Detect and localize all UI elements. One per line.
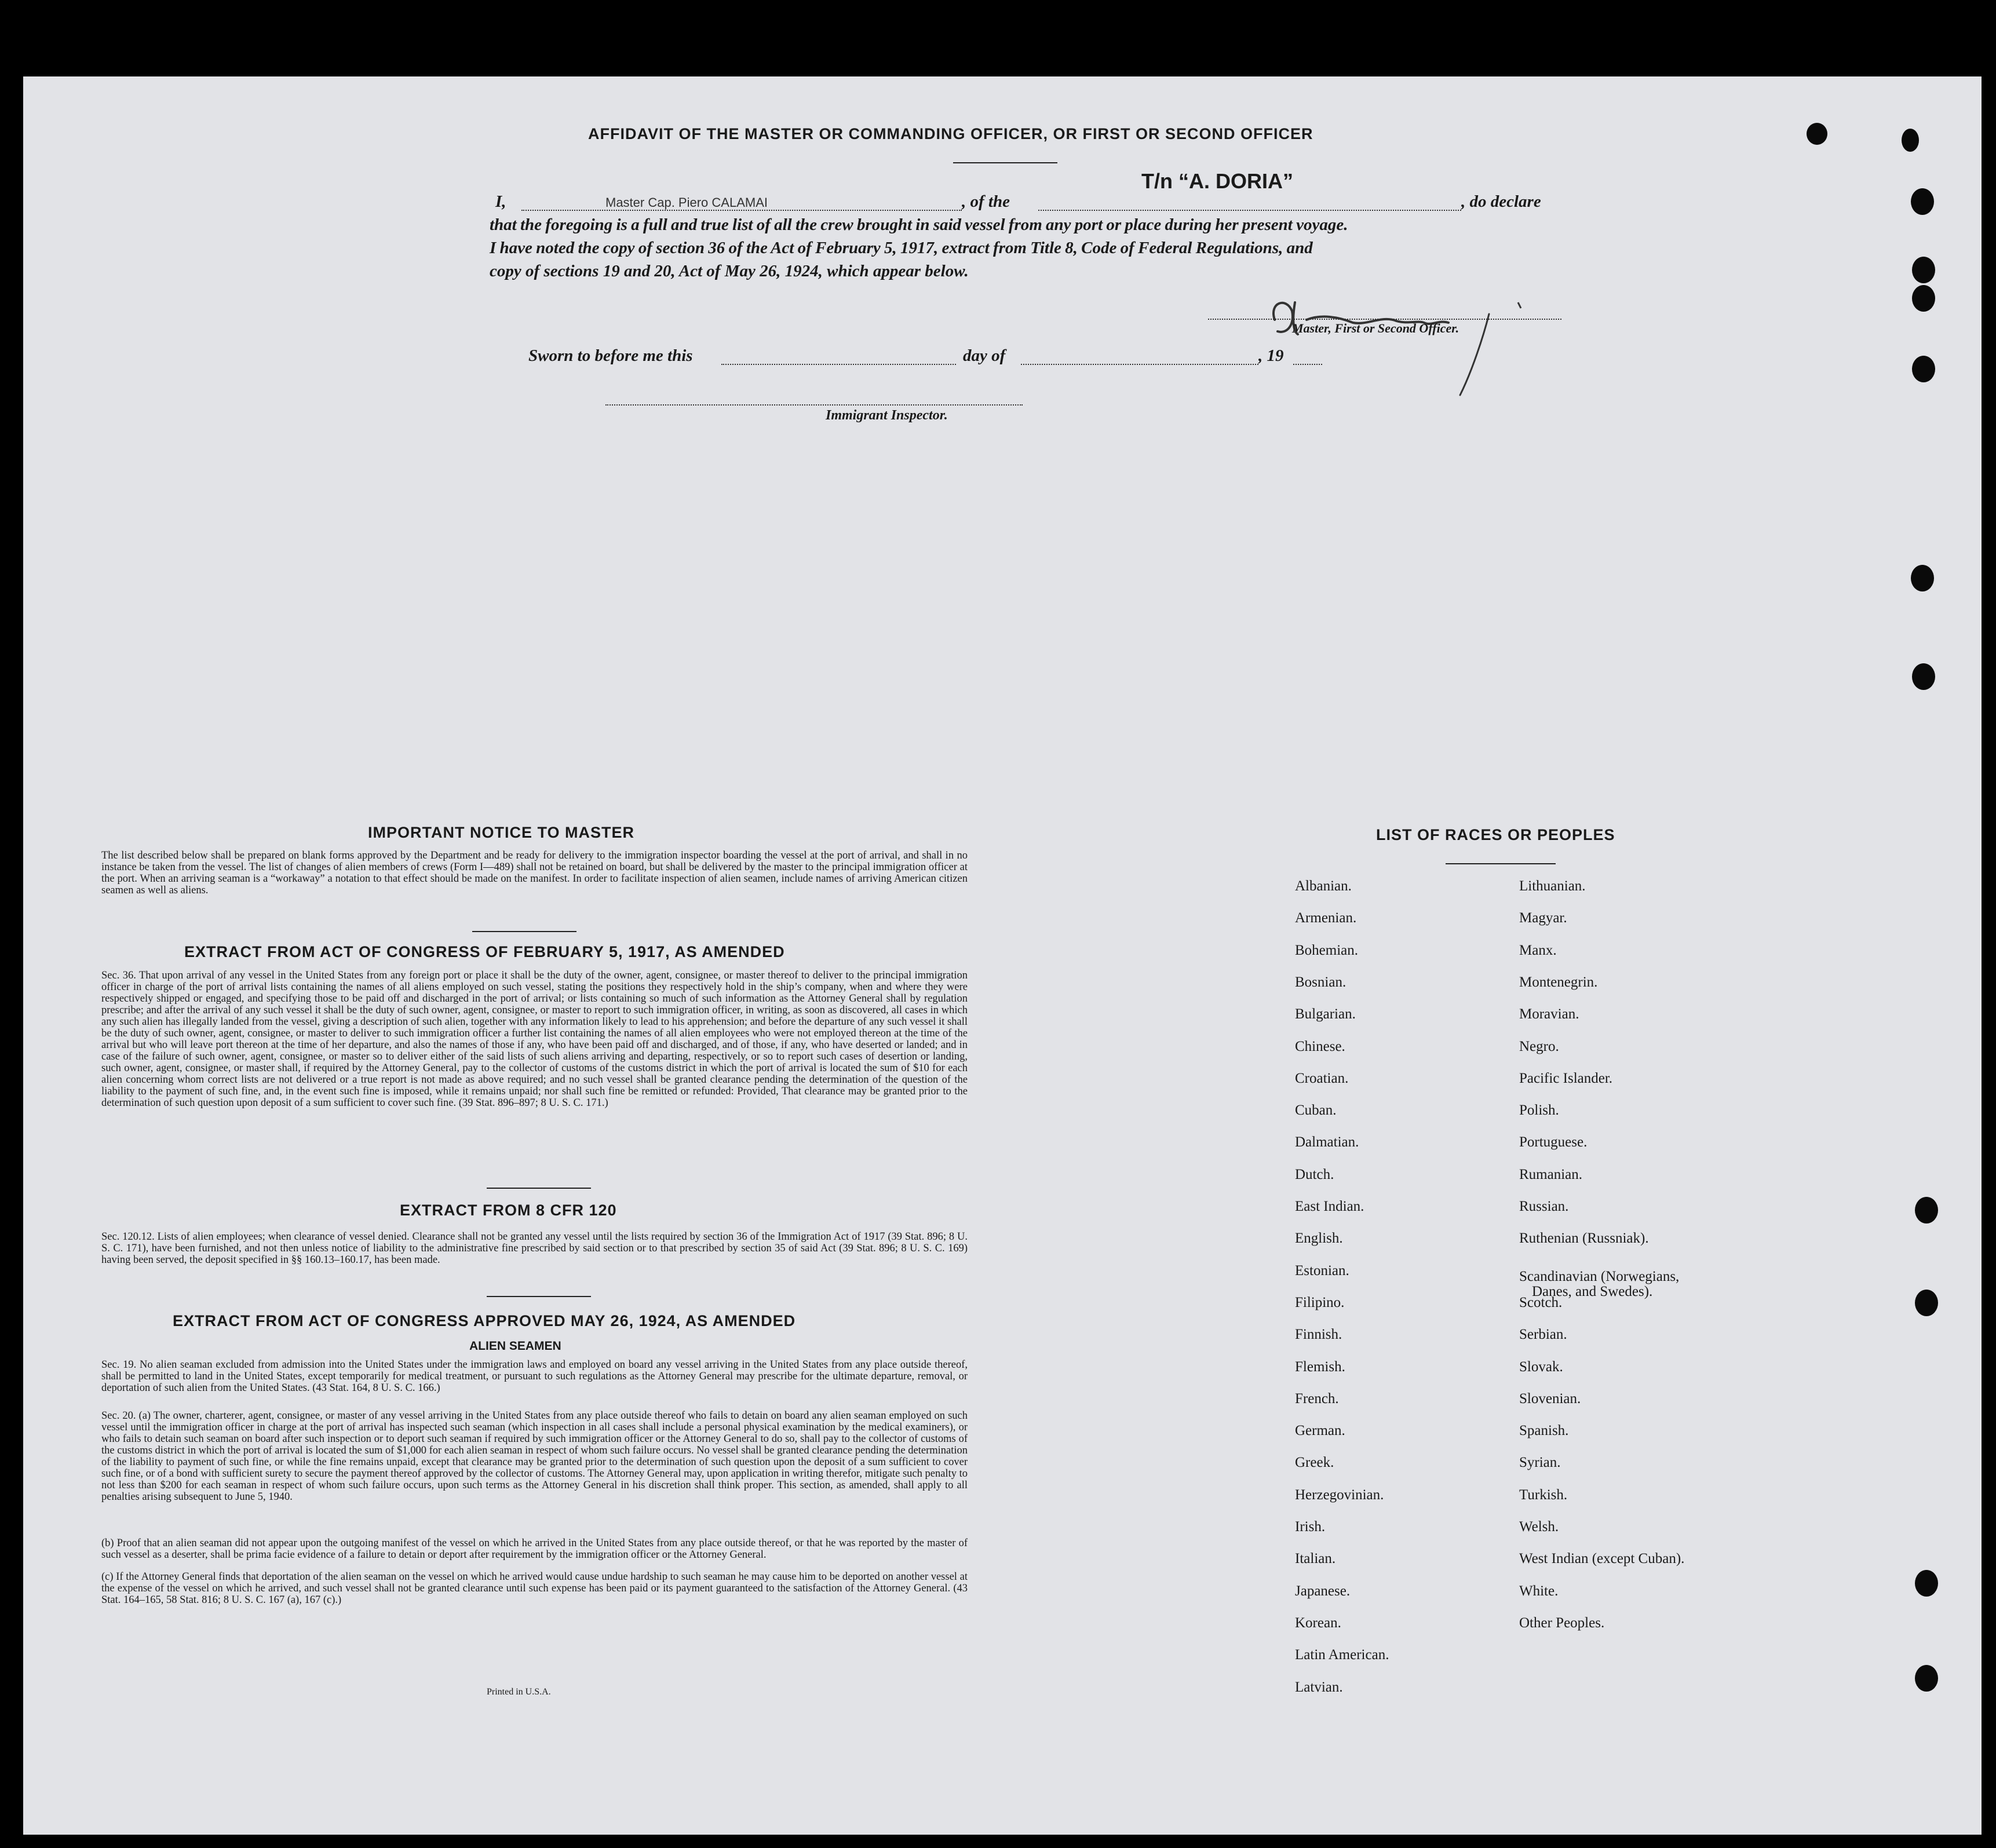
race-item: Scandinavian (Norwegians, — [1519, 1269, 1680, 1284]
year-label: , 19 — [1258, 346, 1284, 365]
extract-1924-subtitle: ALIEN SEAMEN — [469, 1339, 561, 1353]
extract-1924-title: EXTRACT FROM ACT OF CONGRESS APPROVED MAY 26, 1924, AS AMENDED — [173, 1312, 796, 1330]
race-item: Korean. — [1295, 1615, 1341, 1631]
sworn-month-line — [1021, 364, 1258, 365]
punch-hole — [1912, 663, 1935, 690]
race-item: Slovak. — [1519, 1359, 1563, 1375]
do-declare-label: , do declare — [1461, 192, 1541, 211]
races-right-column — [1519, 878, 1820, 1770]
race-item: Bulgarian. — [1295, 1006, 1356, 1022]
printed-in-usa: Printed in U.S.A. — [487, 1687, 551, 1697]
extract-1917-title: EXTRACT FROM ACT OF CONGRESS OF FEBRUARY 5, 1917, AS AMENDED — [184, 943, 785, 960]
race-item: Dalmatian. — [1295, 1134, 1359, 1150]
race-item: Dutch. — [1295, 1167, 1334, 1182]
race-item: Irish. — [1295, 1519, 1326, 1535]
i-label: I, — [495, 192, 506, 211]
inspector-line — [605, 404, 1023, 406]
punch-hole — [1915, 1290, 1938, 1316]
race-item: Negro. — [1519, 1039, 1559, 1054]
punch-hole — [1915, 1570, 1938, 1597]
race-item: Manx. — [1519, 943, 1557, 958]
punch-hole — [1911, 188, 1934, 215]
document-sheet — [23, 76, 1982, 1835]
race-item: Croatian. — [1295, 1071, 1349, 1086]
punch-hole — [1807, 123, 1827, 145]
extract-1917-divider — [487, 1188, 591, 1189]
handwritten-signature — [1251, 279, 1576, 407]
race-item: Armenian. — [1295, 910, 1357, 926]
race-item: Danes, and Swedes). — [1532, 1284, 1653, 1299]
race-item: Greek. — [1295, 1455, 1334, 1470]
race-item: Montenegrin. — [1519, 974, 1598, 990]
extract-8cfr-body: Sec. 120.12. Lists of alien employees; when clearance of vessel denied. Clearance shall not be granted any vessel until the lists required by section 36 of the Immigration Act of 1917 (39 Stat. 896; 8 U. S. C. 171), have been furnished, and not then unless notice of liability to the administrative fine prescribed by said section or to that prescribed by section 35 of said Act (39 Stat. 896; 8 U. S. C. 169) having been served, the deposit specified in §§ 160.13–160.17, has been made. — [101, 1231, 968, 1266]
race-item: Cuban. — [1295, 1102, 1337, 1118]
affidavit-line-3: I have noted the copy of section 36 of the Act of February 5, 1917, extract from Title 8, Code of Federal Regulations, and — [490, 239, 1313, 257]
race-item: Magyar. — [1519, 910, 1567, 926]
master-name-value: Master Cap. Piero CALAMAI — [605, 195, 768, 210]
extract-1924-sec19: Sec. 19. No alien seaman excluded from admission into the United States under the immigration laws and employed on board any vessel arriving in the United States from any place outside thereof, shall be permitted to land in the United States, except temporarily for medical treatment, or pursuant to such regulations as the Attorney General may prescribe for the ultimate departure, removal, or deportation of such alien from the United States. (43 Stat. 164, 8 U. S. C. 166.) — [101, 1359, 968, 1394]
sworn-label: Sworn to before me this — [528, 346, 693, 365]
race-item: Welsh. — [1519, 1519, 1559, 1535]
extract-8cfr-title: EXTRACT FROM 8 CFR 120 — [400, 1201, 617, 1219]
race-item: French. — [1295, 1391, 1339, 1407]
sworn-day-line — [721, 364, 956, 365]
race-item: Bosnian. — [1295, 974, 1347, 990]
day-of-label: day of — [963, 346, 1006, 365]
of-the-label: , of the — [962, 192, 1010, 211]
race-item: Scotch. — [1519, 1295, 1563, 1310]
extract-1924-sec20a: Sec. 20. (a) The owner, charterer, agent, consignee, or master of any vessel arriving in the United States from any place outside thereof who fails to detain on board any alien seaman employed on such vessel until the immigration officer in charge at the port of arrival has inspected such seaman (which inspection in all cases shall include a personal physical examination by the medical examiners), or who fails to detain such seaman on board after such inspection or to deport such seaman if required by such immigration officer or the Attorney General to do so, shall pay to the collector of customs of the customs district in which the port of arrival is located the sum of $1,000 for each alien seaman in respect of whom such failure occurs. No vessel shall be granted clearance pending the determination of the liability to payment of such fine, or while the fine remains unpaid, except that clearance may be granted prior to the determination of such question upon the deposit of a sum sufficient to cover such fine, or of a bond with sufficient surety to secure the payment thereof approved by the collector of customs. The Attorney General may, upon application in writing therefor, mitigate such penalty to not less than $200 for each seaman in respect of whom such failure occurs, upon such terms as the Attorney General in his discretion shall think proper. This section, as amended, shall apply to all penalties arising subsequent to June 5, 1940. — [101, 1410, 968, 1503]
inspector-caption: Immigrant Inspector. — [826, 408, 948, 423]
punch-hole — [1912, 285, 1935, 312]
affidavit-line-4: copy of sections 19 and 20, Act of May 26, 1924, which appear below. — [490, 262, 969, 280]
race-item: Slovenian. — [1519, 1391, 1581, 1407]
punch-hole — [1902, 129, 1919, 152]
extract-1924-sec20b: (b) Proof that an alien seaman did not appear upon the outgoing manifest of the vessel on which he arrived in the United States from any place outside thereof, or that he was reported by the master of such vessel as a deserter, shall be prima facie evidence of a failure to detain or deport after requirement by the immigration officer or the Attorney General. — [101, 1537, 968, 1561]
race-item: Rumanian. — [1519, 1167, 1583, 1182]
affidavit-line-2: that the foregoing is a full and true list of all the crew brought in said vessel from any port or place during her present voyage. — [490, 216, 1348, 234]
race-item: Chinese. — [1295, 1039, 1345, 1054]
race-item: Serbian. — [1519, 1327, 1567, 1342]
punch-hole — [1915, 1197, 1938, 1224]
race-item: Syrian. — [1519, 1455, 1561, 1470]
race-item: Spanish. — [1519, 1423, 1569, 1438]
affidavit-title: AFFIDAVIT OF THE MASTER OR COMMANDING OFFICER, OR FIRST OR SECOND OFFICER — [588, 125, 1313, 143]
race-item: Pacific Islander. — [1519, 1071, 1613, 1086]
notice-divider — [472, 931, 576, 932]
notice-title: IMPORTANT NOTICE TO MASTER — [368, 824, 634, 841]
race-item: Ruthenian (Russniak). — [1519, 1230, 1649, 1246]
race-item: German. — [1295, 1423, 1345, 1438]
vessel-name-value: T/n “A. DORIA” — [1141, 169, 1293, 193]
race-item: White. — [1519, 1583, 1559, 1599]
race-item: West Indian (except Cuban). — [1519, 1551, 1685, 1566]
races-divider — [1446, 863, 1556, 864]
race-item: Turkish. — [1519, 1487, 1568, 1503]
race-item: Italian. — [1295, 1551, 1336, 1566]
races-left-column — [1295, 878, 1515, 1770]
punch-hole — [1912, 257, 1935, 283]
race-item: Russian. — [1519, 1199, 1569, 1214]
race-item: Moravian. — [1519, 1006, 1579, 1022]
notice-body: The list described below shall be prepared on blank forms approved by the Department and be ready for delivery to the immigration inspector boarding the vessel at the port of arrival, and shall in no instance be taken from the vessel. The list of changes of alien members of crews (Form I—489) shall not be retained on board, but shall be delivered by the master to the principal immigration officer at the port. When an arriving seaman is a “workaway” a notation to that effect should be made on the manifest. In order to facilitate inspection of alien seamen, include names of arriving American citizen seamen as well as aliens. — [101, 850, 968, 896]
signature-caption: Master, First or Second Officer. — [1292, 321, 1459, 335]
race-item: Latin American. — [1295, 1647, 1389, 1663]
year-line — [1293, 364, 1322, 365]
race-item: East Indian. — [1295, 1199, 1364, 1214]
punch-hole — [1911, 565, 1934, 591]
race-item: Albanian. — [1295, 878, 1352, 894]
race-item: Flemish. — [1295, 1359, 1345, 1375]
race-item: Filipino. — [1295, 1295, 1345, 1310]
extract-8cfr-divider — [487, 1296, 591, 1297]
race-item: Estonian. — [1295, 1263, 1349, 1279]
race-item: Latvian. — [1295, 1679, 1343, 1695]
race-item: English. — [1295, 1230, 1343, 1246]
vessel-line — [1038, 210, 1461, 211]
race-item: Japanese. — [1295, 1583, 1351, 1599]
race-item: Finnish. — [1295, 1327, 1342, 1342]
race-item: Lithuanian. — [1519, 878, 1586, 894]
punch-hole — [1915, 1665, 1938, 1692]
extract-1924-sec20c: (c) If the Attorney General finds that deportation of the alien seaman on the vessel on which he arrived would cause undue hardship to such seaman he may cause him to be deported on another vessel at the expense of the vessel on which he arrived, and such vessel shall not be granted clearance until such expense has been paid or its payment guaranteed to the satisfaction of the Attorney General. (43 Stat. 164–165, 58 Stat. 816; 8 U. S. C. 167 (a), 167 (c).) — [101, 1571, 968, 1606]
race-item: Portuguese. — [1519, 1134, 1588, 1150]
race-item: Herzegovinian. — [1295, 1487, 1384, 1503]
race-item: Polish. — [1519, 1102, 1559, 1118]
race-item: Bohemian. — [1295, 943, 1359, 958]
title-divider — [953, 162, 1057, 163]
extract-1917-body: Sec. 36. That upon arrival of any vessel in the United States from any foreign port or place it shall be the duty of the owner, agent, consignee, or master thereof to deliver to the principal immigration officer in charge of the port of arrival lists containing the names of all aliens employed on such vessel, stating the positions they respectively hold in the ship’s company, when and where they were respectively shipped or engaged, and specifying those to be paid off and discharged in the port of arrival; or lists containing so much of such information as the Attorney General shall by regulation prescribe; and after the arrival of any such vessel it shall be the duty of such owner, agent, consignee, or master to report to such immigration officer, in writing, as soon as discovered, all cases in which any such alien has illegally landed from the vessel, giving a description of such alien, together with any information likely to lead to his apprehension; and before the departure of any such vessel it shall be the duty of such owner, agent, consignee, or master to deliver to such immigration officer a further list containing the names of all alien employees who were not employed thereon at the time of the arrival but who will leave port thereon at the time of her departure, and also the names of those if any, who have been paid off and discharged, and of those, if any, who have deserted or landed; and in case of the failure of such owner, agent, consignee, or master so to deliver either of the said lists of such aliens arriving and departing, respectively, or so to report such cases of desertion or landing, such owner, agent, consignee, or master shall, if required by the Attorney General, pay to the collector of customs of the customs district in which the port of arrival is located the sum of $10 for each alien concerning whom correct lists are not delivered or a true report is not made as above required; and no such vessel shall be granted clearance pending the determination of the question of the liability to the payment of such fine, and, in the event such fine is imposed, while it remains unpaid; nor shall such fine be remitted or refunded: Provided, That clearance may be granted prior to the determination of such question upon deposit of a sum sufficient to cover such fine. (39 Stat. 896–897; 8 U. S. C. 171.) — [101, 970, 968, 1109]
race-item: Other Peoples. — [1519, 1615, 1605, 1631]
races-title: LIST OF RACES OR PEOPLES — [1376, 826, 1615, 843]
punch-hole — [1912, 356, 1935, 382]
